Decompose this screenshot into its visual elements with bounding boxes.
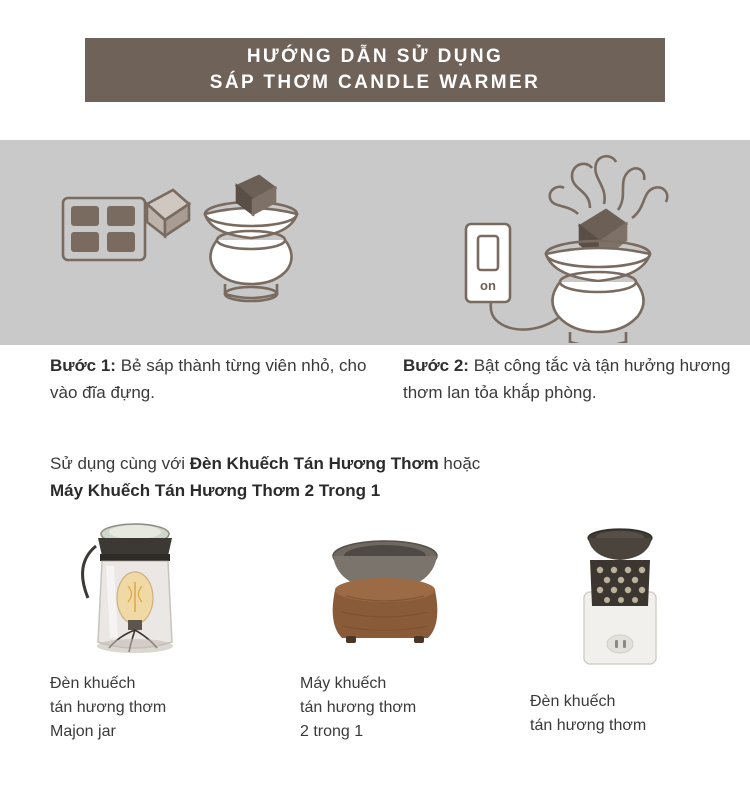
step-2 <box>403 352 748 406</box>
usage-middle: hoặc <box>438 454 481 473</box>
warmer-with-switch-on-icon <box>440 148 720 343</box>
step-1-label: Bước 1: <box>50 356 116 375</box>
mason-jar-warmer-lamp <box>40 512 250 677</box>
illustration-band <box>0 140 750 345</box>
product-caption-2 <box>300 672 490 744</box>
product-caption-3 <box>530 690 720 738</box>
header-band <box>0 0 750 140</box>
step-1-text: Bẻ sáp thành từng viên nhỏ, cho vào đĩa đựng. <box>50 356 367 402</box>
caption-line: Đèn khuếch <box>50 675 136 692</box>
caption-line: tán hương thơm <box>50 699 167 716</box>
caption-line: Máy khuếch <box>300 675 387 692</box>
step-2-text: Bật công tắc và tận hưởng hương thơm lan tỏa khắp phòng. <box>403 356 731 402</box>
caption-line: Majon jar <box>50 723 116 740</box>
switch-on-label: on <box>480 278 496 293</box>
header-title-box <box>85 38 665 102</box>
caption-line: Đèn khuếch <box>530 693 616 710</box>
usage-note <box>50 450 710 504</box>
product-caption-1 <box>50 672 240 744</box>
product-row <box>0 512 750 692</box>
usage-product-1: Đèn Khuếch Tán Hương Thơm <box>189 454 439 473</box>
header-title-line-1: HƯỚNG DẪN SỬ DỤNG <box>246 46 504 67</box>
usage-product-2: Máy Khuếch Tán Hương Thơm 2 Trong 1 <box>50 481 381 500</box>
steps-row <box>0 352 750 406</box>
caption-line: tán hương thơm <box>530 717 647 734</box>
step-1 <box>50 352 395 406</box>
wax-melts-and-warmer-icon <box>55 170 315 320</box>
usage-prefix: Sử dụng cùng với <box>50 454 190 473</box>
header-title-line-2: SÁP THƠM CANDLE WARMER <box>209 72 541 93</box>
caption-line: 2 trong 1 <box>300 723 364 740</box>
plug-in-wall-warmer <box>530 522 740 687</box>
step-2-label: Bước 2: <box>403 356 469 375</box>
caption-line: tán hương thơm <box>300 699 417 716</box>
